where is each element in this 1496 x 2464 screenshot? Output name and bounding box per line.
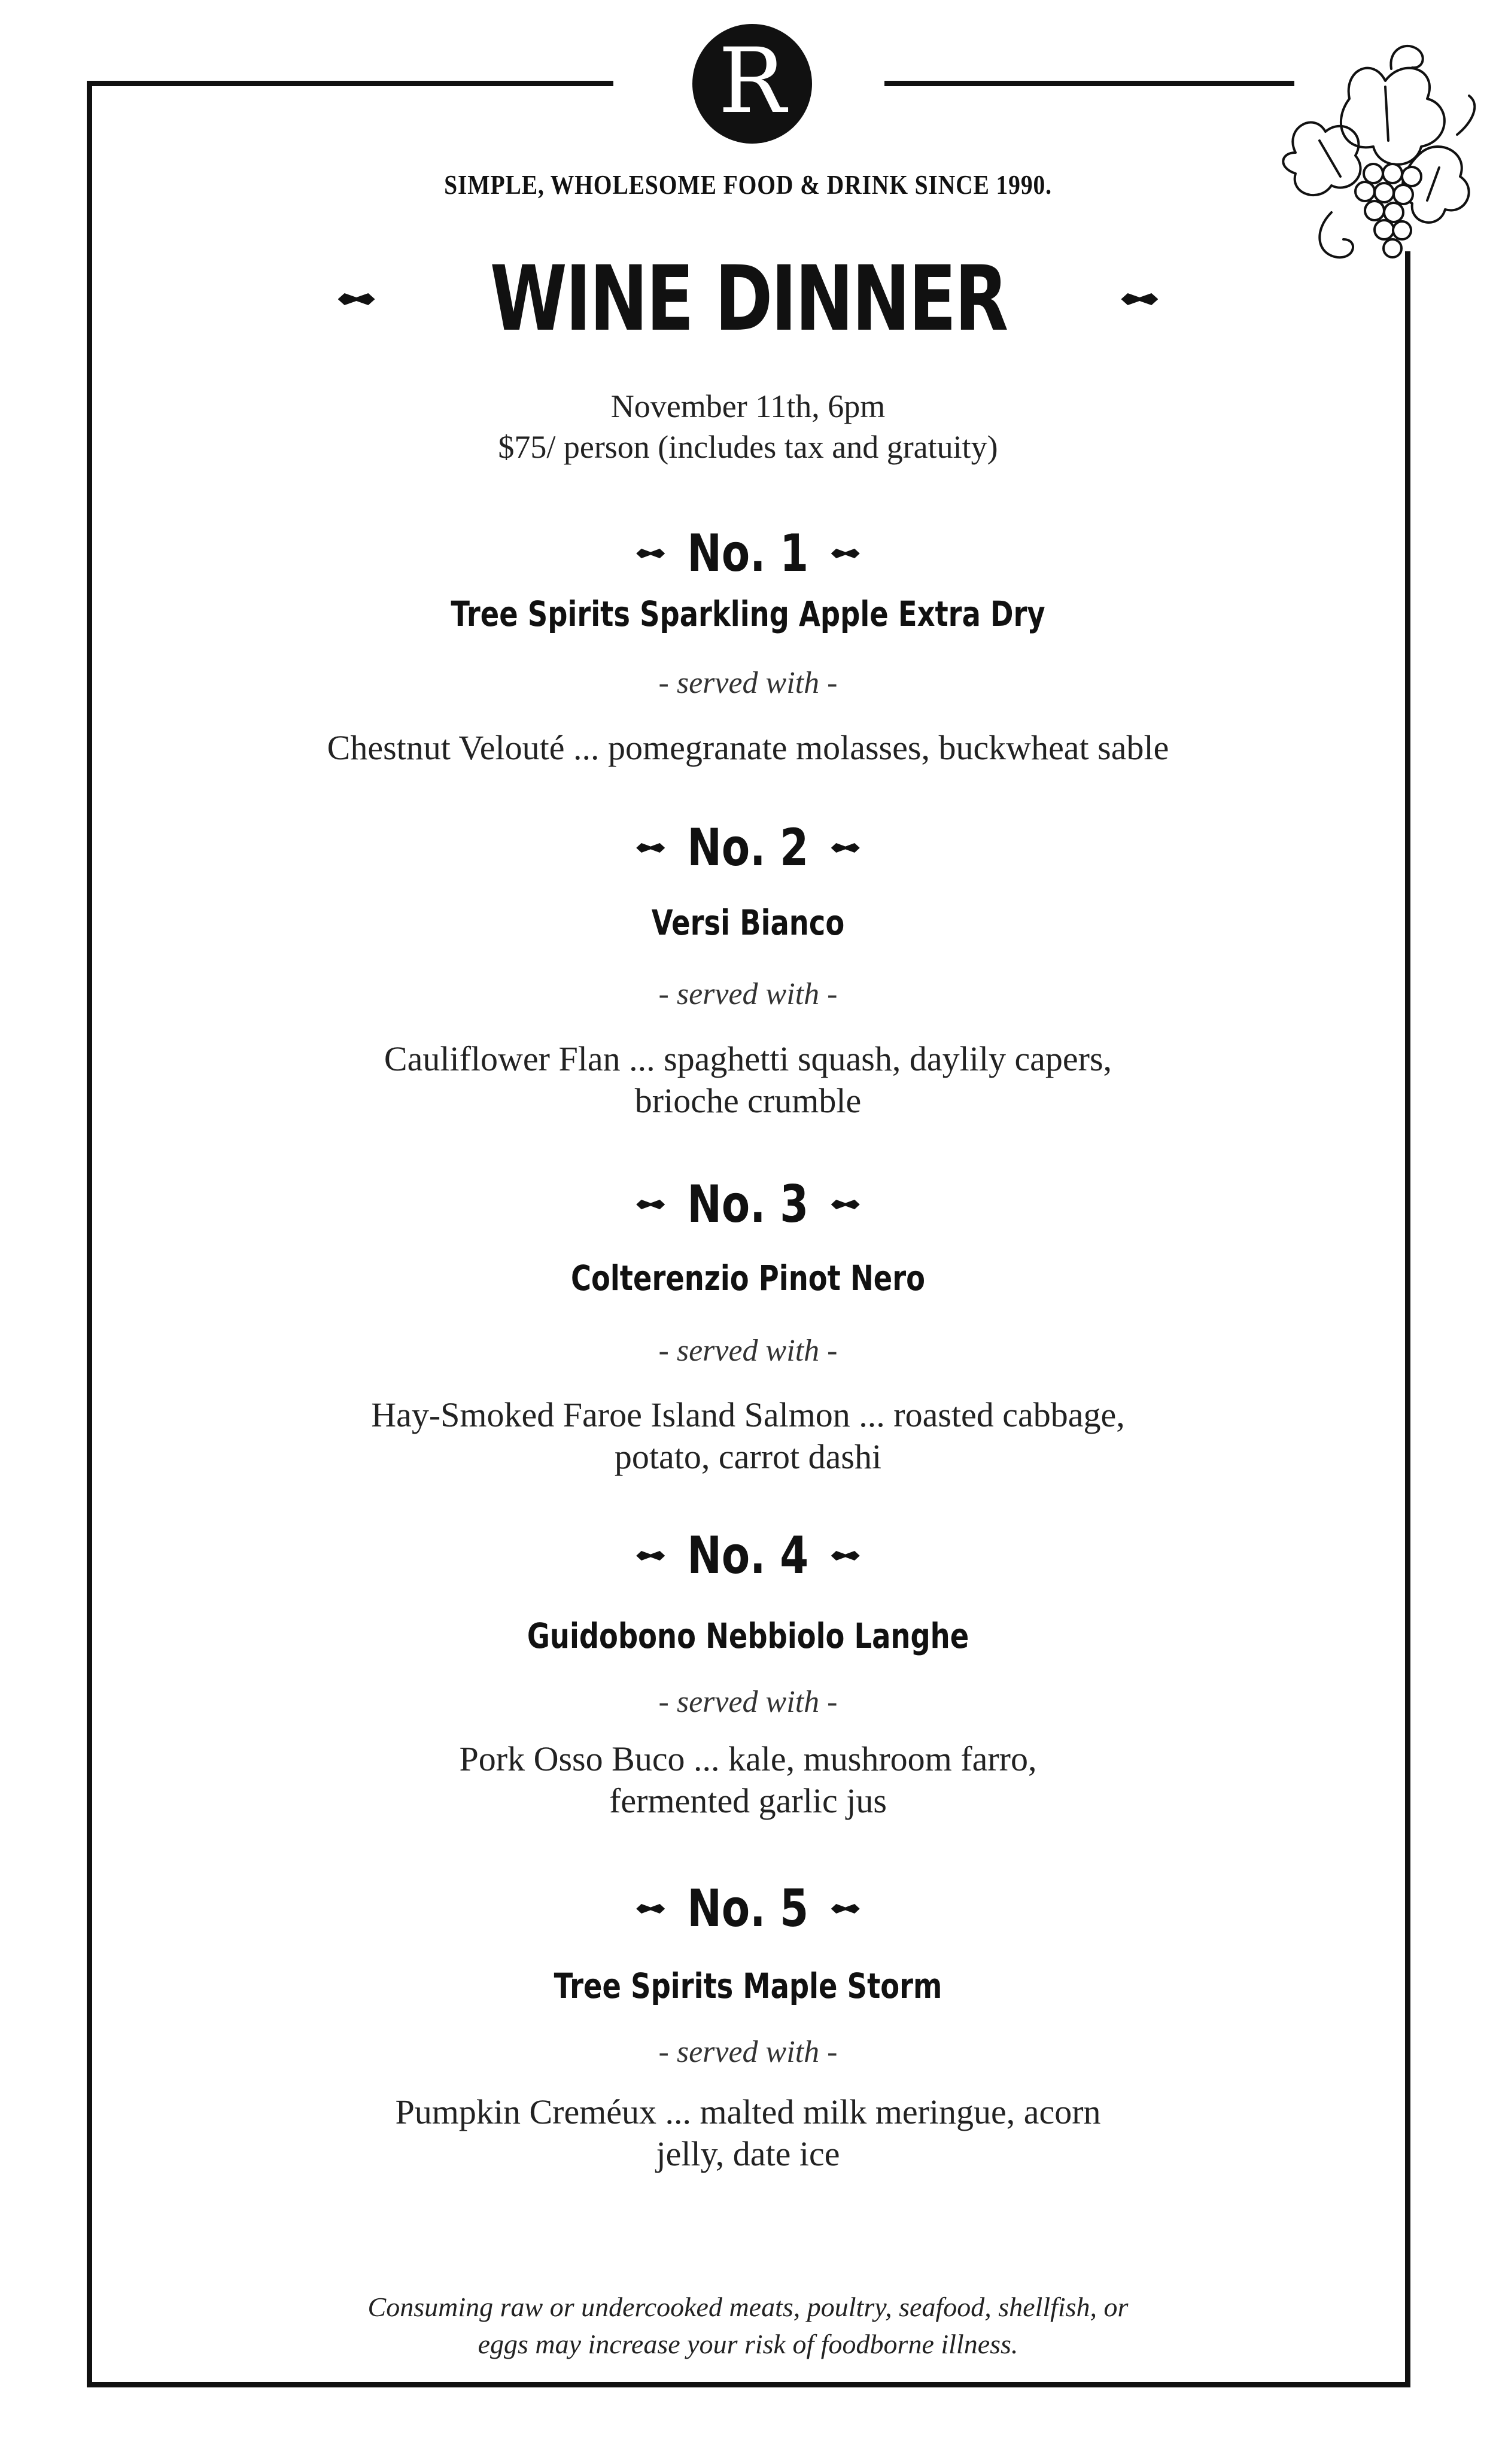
- logo-letter: R: [718, 29, 786, 133]
- course-wine: Tree Spirits Maple Storm: [554, 1966, 942, 2006]
- dish-line: potato, carrot dashi: [614, 1437, 882, 1476]
- course-dish: [90, 1394, 1406, 1478]
- page-title: WINE DINNER: [489, 247, 1007, 351]
- dish-line: Cauliflower Flan ... spaghetti squash, daylily capers,: [384, 1039, 1112, 1078]
- dash-ornament-icon: [636, 549, 665, 558]
- course-heading: [90, 521, 1406, 586]
- title-row: [90, 247, 1406, 351]
- disclaimer-line: eggs may increase your risk of foodborne illness.: [478, 2329, 1018, 2359]
- disclaimer-line: Consuming raw or undercooked meats, poultry, seafood, shellfish, or: [367, 2292, 1129, 2322]
- dash-ornament-icon: [1121, 293, 1158, 305]
- served-with-label: - served with -: [658, 2035, 838, 2069]
- tagline: SIMPLE, WHOLESOME FOOD & DRINK SINCE 1990.: [444, 169, 1052, 200]
- course-number: No. 5: [687, 1879, 809, 1939]
- served-with-label: - served with -: [658, 977, 838, 1011]
- dish-line: jelly, date ice: [656, 2134, 840, 2173]
- frame-top-left: [87, 81, 613, 86]
- dash-ornament-icon: [831, 549, 860, 558]
- course-wine: Guidobono Nebbiolo Langhe: [527, 1616, 969, 1656]
- course-heading: [90, 815, 1406, 881]
- dish-line: Chestnut Velouté ... pomegranate molasses, buckwheat sable: [327, 728, 1169, 767]
- course-heading: [90, 1876, 1406, 1942]
- dash-ornament-icon: [636, 1904, 665, 1914]
- dash-ornament-icon: [831, 1551, 860, 1560]
- health-disclaimer: [90, 2289, 1406, 2363]
- event-date-time: November 11th, 6pm: [610, 388, 886, 424]
- grape-vine-icon: [1260, 33, 1487, 284]
- course-dish: [90, 2091, 1406, 2175]
- course-number: No. 4: [687, 1526, 809, 1586]
- event-price: $75/ person (includes tax and gratuity): [498, 429, 998, 465]
- dash-ornament-icon: [831, 843, 860, 853]
- dish-line: fermented garlic jus: [609, 1781, 887, 1820]
- dish-line: Pork Osso Buco ... kale, mushroom farro,: [459, 1739, 1037, 1778]
- served-with-label: - served with -: [658, 666, 838, 700]
- dash-ornament-icon: [636, 1551, 665, 1560]
- frame-bottom: [87, 2382, 1410, 2387]
- served-with-label: - served with -: [658, 1334, 838, 1368]
- course-heading: [90, 1172, 1406, 1237]
- course-dish: [90, 727, 1406, 769]
- course-wine: Colterenzio Pinot Nero: [570, 1258, 926, 1298]
- dash-ornament-icon: [338, 293, 375, 305]
- event-info: [90, 386, 1406, 467]
- dish-line: Hay-Smoked Faroe Island Salmon ... roasted cabbage,: [371, 1395, 1125, 1434]
- dish-line: brioche crumble: [634, 1081, 862, 1120]
- served-with-label: - served with -: [658, 1685, 838, 1719]
- course-number: No. 1: [687, 524, 809, 583]
- course-number: No. 3: [687, 1175, 809, 1234]
- course-heading: [90, 1523, 1406, 1589]
- course-dish: [90, 1738, 1406, 1822]
- dash-ornament-icon: [831, 1200, 860, 1209]
- dish-line: Pumpkin Creméux ... malted milk meringue, acorn: [395, 2092, 1101, 2131]
- course-dish: [90, 1038, 1406, 1122]
- course-number: No. 2: [687, 818, 809, 878]
- frame-top-right: [884, 81, 1294, 86]
- dash-ornament-icon: [636, 1200, 665, 1209]
- course-wine: Versi Bianco: [651, 902, 845, 943]
- course-wine: Tree Spirits Sparkling Apple Extra Dry: [451, 594, 1045, 634]
- dash-ornament-icon: [636, 843, 665, 853]
- dash-ornament-icon: [831, 1904, 860, 1914]
- logo-badge: [692, 24, 812, 144]
